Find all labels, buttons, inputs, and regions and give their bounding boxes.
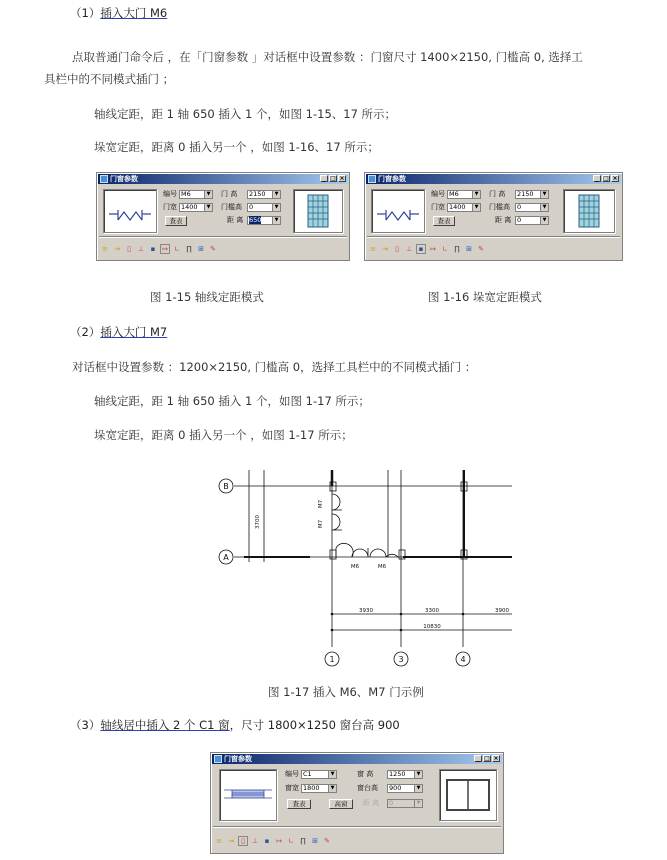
distance-combo[interactable] [515, 216, 549, 225]
lookup-table-button[interactable]: 查表 [433, 216, 455, 226]
close-button[interactable]: × [339, 175, 345, 182]
axis-label-1: 1 [329, 655, 335, 664]
replace-icon[interactable]: ✎ [210, 245, 216, 253]
insert-mode-toolbar [369, 245, 485, 253]
wall-center-icon[interactable]: ⊥ [251, 837, 259, 845]
sill-combo[interactable] [387, 784, 423, 793]
door-plan-preview [103, 189, 157, 233]
distance-combo[interactable] [247, 216, 281, 225]
height-combo[interactable] [515, 190, 549, 199]
minimize-button[interactable]: _ [593, 175, 601, 182]
height-label: 门 高 [489, 190, 506, 198]
height-combo[interactable] [387, 770, 423, 779]
maximize-button[interactable]: □ [603, 175, 609, 182]
full-fill-icon[interactable]: ∏ [300, 837, 306, 845]
door-plan-icon [104, 190, 156, 232]
chevron-down-icon[interactable]: ▼ [328, 785, 336, 792]
sill-label: 门槛高 [489, 203, 510, 211]
axis-label-4: 4 [460, 655, 466, 664]
section1-heading [70, 6, 167, 20]
width-label: 门宽 [431, 203, 445, 211]
section1-item2: 垛宽定距，距离 0 插入另一个 ，如图 1-16、17 所示； [94, 140, 379, 154]
door-elevation-icon [564, 190, 614, 232]
chevron-down-icon[interactable]: ▼ [272, 217, 280, 224]
replace-icon[interactable]: ✎ [478, 245, 484, 253]
minimize-button[interactable]: _ [474, 755, 482, 762]
free-insert-icon[interactable]: ≡ [216, 837, 222, 845]
axis-center-icon[interactable]: ▯ [395, 245, 399, 253]
door-label-m7-2: M7 [318, 519, 324, 529]
distance-value: 0 [389, 799, 394, 807]
dialog-titlebar[interactable] [98, 174, 348, 184]
dim-vertical: 3700 [255, 515, 261, 529]
height-label: 门 高 [221, 190, 238, 198]
height-value: 2150 [249, 190, 266, 198]
dialog-title: 门窗参数 [224, 755, 252, 763]
axis-label-b: B [223, 482, 229, 491]
chevron-down-icon[interactable]: ▼ [540, 191, 548, 198]
axis-label-3: 3 [398, 655, 404, 664]
dim-3930: 3930 [359, 608, 373, 614]
toolbar-separator [213, 826, 501, 828]
chevron-down-icon[interactable]: ▼ [540, 204, 548, 211]
door-params-dialog-1 [96, 172, 350, 261]
width-combo[interactable] [447, 203, 481, 212]
sill-combo[interactable] [515, 203, 549, 212]
figure-1-17-caption: 图 1-17 插入 M6、M7 门示例 [268, 685, 424, 699]
maximize-button[interactable]: □ [484, 755, 490, 762]
door-plan-preview [371, 189, 425, 233]
section3-number: （3） [70, 718, 101, 732]
insert-mode-toolbar [215, 837, 331, 845]
code-value: M6 [181, 190, 191, 198]
minimize-button[interactable]: _ [320, 175, 328, 182]
wall-center-icon[interactable]: ⊥ [137, 245, 145, 253]
dialog-titlebar[interactable] [212, 754, 502, 764]
width-label: 窗宽 [285, 784, 299, 792]
chevron-down-icon[interactable]: ▼ [204, 204, 212, 211]
section1-title-link[interactable]: 插入大门 M6 [100, 6, 168, 20]
code-combo[interactable] [301, 770, 337, 779]
figure-1-16-caption: 图 1-16 垛宽定距模式 [428, 290, 542, 304]
insert-mode-toolbar [101, 245, 217, 253]
code-combo[interactable] [179, 190, 213, 199]
chevron-down-icon[interactable]: ▼ [272, 191, 280, 198]
free-insert-icon[interactable]: ≡ [102, 245, 108, 253]
sill-value: 900 [389, 784, 402, 792]
maximize-button[interactable]: □ [330, 175, 336, 182]
chevron-down-icon[interactable]: ▼ [328, 771, 336, 778]
pier-width-icon[interactable]: ▪ [418, 245, 424, 253]
wall-center-icon[interactable]: ⊥ [405, 245, 413, 253]
chevron-down-icon: ▼ [414, 800, 422, 807]
figure-1-15-caption: 图 1-15 轴线定距模式 [150, 290, 264, 304]
window-elevation-preview [439, 769, 497, 821]
section2-title-link[interactable]: 插入大门 M7 [100, 325, 168, 339]
pier-fill-icon[interactable]: ⊞ [198, 245, 204, 253]
door-elevation-preview [563, 189, 615, 233]
distance-label: 距 离 [363, 799, 380, 807]
axis-center-icon[interactable]: ▯ [239, 837, 247, 845]
lookup-table-button[interactable]: 查表 [287, 799, 311, 809]
along-wall-icon[interactable]: ⇥ [114, 245, 120, 253]
code-label: 编号 [285, 770, 299, 778]
window-plan-icon [220, 770, 276, 820]
dim-10830: 10830 [423, 624, 441, 630]
section1-item1: 轴线定距，距 1 轴 650 插入 1 个，如图 1-15、17 所示； [94, 107, 397, 121]
width-value: 1800 [303, 784, 320, 792]
height-value: 1250 [389, 770, 406, 778]
width-value: 1400 [181, 203, 198, 211]
chevron-down-icon[interactable]: ▼ [272, 204, 280, 211]
height-value: 2150 [517, 190, 534, 198]
section2-item1: 轴线定距，距 1 轴 650 插入 1 个，如图 1-17 所示； [94, 394, 370, 408]
section3-heading [70, 718, 400, 732]
corner-icon[interactable]: ∟ [288, 837, 294, 845]
full-fill-icon[interactable]: ∏ [186, 245, 192, 253]
code-combo[interactable] [447, 190, 481, 199]
close-button[interactable]: × [493, 755, 499, 762]
width-value: 1400 [449, 203, 466, 211]
height-label: 窗 高 [357, 770, 374, 778]
door-label-m6-2: M6 [377, 564, 387, 570]
along-wall-icon[interactable]: ⇥ [228, 837, 234, 845]
window-elevation-icon [440, 770, 496, 820]
axis-distance-icon[interactable]: ↦ [162, 245, 168, 253]
sill-value: 0 [517, 203, 522, 211]
app-icon [214, 755, 222, 763]
toolbar-separator [99, 236, 347, 238]
along-wall-icon[interactable]: ⇥ [382, 245, 388, 253]
door-label-m7-1: M7 [318, 499, 324, 509]
door-label-m6-1: M6 [350, 564, 360, 570]
section2-item2: 垛宽定距，距离 0 插入另一个 ，如图 1-17 所示； [94, 428, 353, 442]
section1-paragraph-line1: 点取普通门命令后 ，在「门窗参数 」对话框中设置参数 ：门窗尺寸 1400×2150, 门槛高 0, 选择工 [72, 50, 583, 64]
code-value: M6 [449, 190, 459, 198]
dialog-title: 门窗参数 [378, 175, 406, 183]
door-elevation-preview [293, 189, 343, 233]
width-combo[interactable] [179, 203, 213, 212]
section2-paragraph: 对话框中设置参数 ：1200×2150, 门槛高 0，选择工具栏中的不同模式插门 ： [72, 360, 477, 374]
section1-number: （1） [70, 6, 101, 20]
height-combo[interactable] [247, 190, 281, 199]
replace-icon[interactable]: ✎ [324, 837, 330, 845]
code-value: C1 [303, 770, 312, 778]
distance-label: 距 离 [227, 216, 244, 224]
door-elevation-icon [294, 190, 342, 232]
chevron-down-icon[interactable]: ▼ [472, 204, 480, 211]
chevron-down-icon[interactable]: ▼ [414, 785, 422, 792]
door-plan-icon [372, 190, 424, 232]
code-label: 编号 [431, 190, 445, 198]
high-window-button[interactable]: 高窗 [329, 799, 353, 809]
window-plan-preview [219, 769, 277, 821]
toolbar-separator [367, 236, 620, 238]
window-params-dialog [210, 752, 504, 854]
chevron-down-icon[interactable]: ▼ [540, 217, 548, 224]
dialog-titlebar[interactable] [366, 174, 621, 184]
width-combo[interactable] [301, 784, 337, 793]
axis-center-icon[interactable]: ▯ [127, 245, 131, 253]
pier-width-icon[interactable]: ▪ [264, 837, 270, 845]
distance-value: 0 [517, 216, 522, 224]
axis-distance-icon[interactable]: ↦ [430, 245, 436, 253]
door-params-dialog-2 [364, 172, 623, 261]
axis-distance-icon[interactable]: ↦ [276, 837, 282, 845]
distance-label: 距 离 [495, 216, 512, 224]
pier-width-icon[interactable]: ▪ [150, 245, 156, 253]
free-insert-icon[interactable]: ≡ [370, 245, 376, 253]
axis-label-a: A [223, 553, 229, 562]
corner-icon[interactable]: ∟ [442, 245, 448, 253]
pier-fill-icon[interactable]: ⊞ [312, 837, 318, 845]
app-icon [100, 175, 108, 183]
sill-value: 0 [249, 203, 254, 211]
full-fill-icon[interactable]: ∏ [454, 245, 460, 253]
section1-paragraph-line2: 具栏中的不同模式插门 ； [44, 72, 175, 86]
sill-label: 门槛高 [221, 203, 242, 211]
sill-combo[interactable] [247, 203, 281, 212]
distance-value: 650 [249, 216, 262, 224]
floor-plan-figure [210, 462, 520, 672]
chevron-down-icon[interactable]: ▼ [414, 771, 422, 778]
close-button[interactable]: × [612, 175, 618, 182]
lookup-table-button[interactable]: 查表 [165, 216, 187, 226]
distance-combo [387, 799, 423, 808]
sill-label: 窗台高 [357, 784, 378, 792]
pier-fill-icon[interactable]: ⊞ [466, 245, 472, 253]
dim-3900: 3900 [495, 608, 509, 614]
dim-3300: 3300 [425, 608, 439, 614]
section3-rest: ，尺寸 1800×1250 窗台高 900 [229, 718, 400, 732]
section2-number: （2） [70, 325, 101, 339]
width-label: 门宽 [163, 203, 177, 211]
section3-title-link[interactable]: 轴线居中插入 2 个 C1 窗 [100, 718, 230, 732]
corner-icon[interactable]: ∟ [174, 245, 180, 253]
chevron-down-icon[interactable]: ▼ [204, 191, 212, 198]
section2-heading [70, 325, 167, 339]
app-icon [368, 175, 376, 183]
code-label: 编号 [163, 190, 177, 198]
dialog-title: 门窗参数 [110, 175, 138, 183]
chevron-down-icon[interactable]: ▼ [472, 191, 480, 198]
